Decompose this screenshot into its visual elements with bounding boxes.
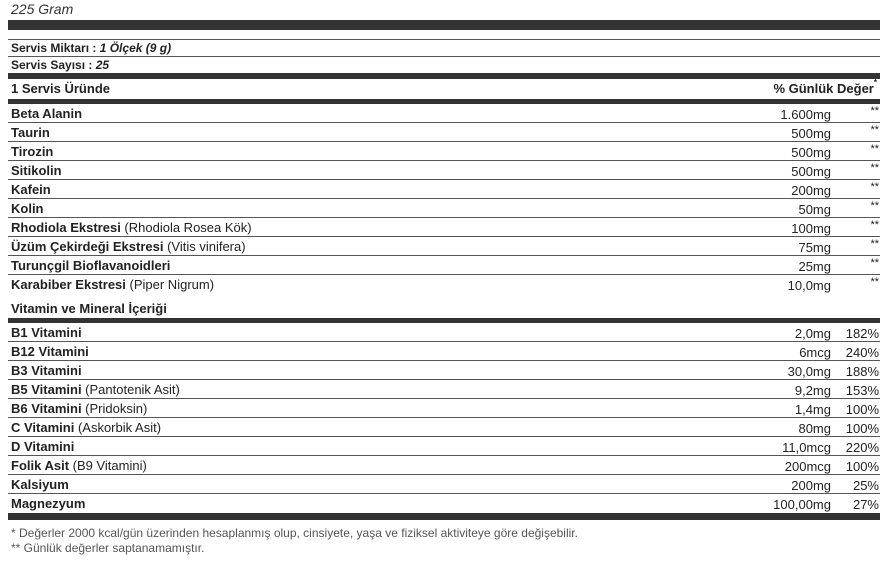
- daily-value: 182%: [845, 326, 879, 341]
- nutrient-label: Kolin: [11, 201, 44, 216]
- table-row: [8, 104, 880, 123]
- nutrient-amount: 6mcg: [799, 345, 831, 360]
- daily-value: 27%: [852, 497, 879, 512]
- nutrient-amount: 1.600mg: [780, 107, 831, 122]
- table2-header: [8, 299, 880, 319]
- table-row: [8, 399, 880, 418]
- nutrient-name: [11, 363, 82, 378]
- nutrient-amount: 30,0mg: [787, 364, 831, 379]
- daily-value-header: [773, 78, 877, 96]
- table-row: [8, 237, 880, 256]
- nutrient-label: Beta Alanin: [11, 106, 83, 121]
- table2-header-left: Vitamin ve Mineral İçeriği: [11, 301, 167, 316]
- table-row: [8, 456, 880, 475]
- nutrient-amount: 200mg: [791, 183, 831, 198]
- table-row: [8, 218, 880, 237]
- nutrient-name: [11, 496, 85, 511]
- table1-header: [8, 79, 880, 99]
- nutrient-detail: (Vitis vinifera): [163, 239, 246, 254]
- daily-value: **: [870, 105, 879, 117]
- nutrient-label: Kalsiyum: [11, 477, 69, 492]
- table-row: [8, 199, 880, 218]
- daily-value: **: [870, 162, 879, 174]
- nutrient-amount: 75mg: [798, 240, 831, 255]
- nutrient-label: C Vitamini: [11, 420, 75, 435]
- nutrient-amount: 100,00mg: [773, 497, 831, 512]
- nutrient-name: [11, 325, 82, 340]
- nutrient-detail: (B9 Vitamini): [69, 458, 147, 473]
- daily-value: **: [870, 124, 879, 136]
- nutrient-amount: 25mg: [798, 259, 831, 274]
- table-row: [8, 494, 880, 513]
- nutrient-label: B6 Vitamini: [11, 401, 82, 416]
- nutrient-amount: 500mg: [791, 145, 831, 160]
- table-row: [8, 142, 880, 161]
- daily-value: **: [870, 181, 879, 193]
- nutrient-name: [11, 401, 147, 416]
- nutrient-label: Tirozin: [11, 144, 54, 159]
- table-row: [8, 161, 880, 180]
- nutrient-name: [11, 220, 252, 235]
- table-row: [8, 275, 880, 294]
- nutrient-detail: (Pridoksin): [81, 401, 148, 416]
- daily-value: 220%: [845, 440, 879, 455]
- nutrient-label: Taurin: [11, 125, 50, 140]
- nutrient-label: B3 Vitamini: [11, 363, 82, 378]
- nutrient-amount: 1,4mg: [794, 402, 831, 417]
- nutrient-amount: 2,0mg: [794, 326, 831, 341]
- table-row: [8, 361, 880, 380]
- rule: [8, 56, 880, 57]
- daily-value: 100%: [845, 402, 879, 417]
- nutrient-name: [11, 477, 69, 492]
- table-row: [8, 123, 880, 142]
- nutrient-amount: 500mg: [791, 126, 831, 141]
- nutrient-name: [11, 458, 147, 473]
- daily-value: **: [870, 200, 879, 212]
- nutrient-name: [11, 439, 74, 454]
- nutrient-label: D Vitamini: [11, 439, 75, 454]
- serving-size-label: Servis Miktarı :: [11, 41, 100, 55]
- nutrient-label: Folik Asit: [11, 458, 70, 473]
- nutrient-detail: (Pantotenik Asit): [81, 382, 180, 397]
- nutrient-name: [11, 144, 53, 159]
- nutrient-amount: 11,0mcg: [782, 440, 831, 455]
- nutrient-amount: 500mg: [791, 164, 831, 179]
- nutrient-label: Kafein: [11, 182, 51, 197]
- daily-value: 153%: [845, 383, 879, 398]
- nutrient-label: B12 Vitamini: [11, 344, 89, 359]
- table-row: [8, 380, 880, 399]
- daily-value: **: [870, 276, 879, 288]
- serving-size-value: 1 Ölçek (9 g): [99, 41, 172, 55]
- nutrient-name: [11, 420, 161, 435]
- table-row: [8, 180, 880, 199]
- serving-count-label: Servis Sayısı :: [11, 58, 96, 72]
- daily-value: 188%: [845, 364, 879, 379]
- rule: [8, 39, 880, 40]
- table-row: [8, 437, 880, 456]
- nutrient-label: B1 Vitamini: [11, 325, 82, 340]
- nutrient-amount: 80mg: [798, 421, 831, 436]
- nutrient-detail: (Piper Nigrum): [125, 277, 215, 292]
- nutrient-detail: (Rhodiola Rosea Kök): [120, 220, 252, 235]
- daily-value: **: [870, 219, 879, 231]
- nutrient-label: Rhodiola Ekstresi: [11, 220, 121, 235]
- nutrient-name: [11, 258, 170, 273]
- nutrient-name: [11, 106, 82, 121]
- daily-value: 100%: [845, 421, 879, 436]
- nutrient-name: [11, 201, 44, 216]
- nutrient-name: [11, 382, 180, 397]
- nutrient-name: [11, 182, 51, 197]
- serving-count: [11, 58, 109, 72]
- footnote-1: * Değerler 2000 kcal/gün üzerinden hesaplanmış olup, cinsiyete, yaşa ve fiziksel aktiviteye göre değişebilir.: [11, 526, 578, 540]
- table-row: [8, 475, 880, 494]
- nutrient-label: B5 Vitamini: [11, 382, 82, 397]
- nutrient-label: Sitikolin: [11, 163, 62, 178]
- daily-value-header-label: % Günlük Değer: [773, 81, 874, 96]
- bottom-thick-rule: [8, 513, 880, 520]
- nutrient-name: [11, 344, 89, 359]
- nutrient-name: [11, 163, 62, 178]
- footnote-2: ** Günlük değerler saptanamamıştır.: [11, 541, 205, 555]
- nutrient-amount: 200mg: [791, 478, 831, 493]
- nutrient-name: [11, 125, 50, 140]
- serving-size: [11, 41, 171, 55]
- nutrient-name: [11, 277, 214, 292]
- serving-count-value: 25: [95, 58, 110, 72]
- table-row: [8, 256, 880, 275]
- nutrient-amount: 100mg: [791, 221, 831, 236]
- nutrient-amount: 50mg: [798, 202, 831, 217]
- daily-value: **: [870, 257, 879, 269]
- product-weight: 225 Gram: [11, 1, 74, 17]
- nutrient-amount: 200mcg: [784, 459, 831, 474]
- nutrient-label: Üzüm Çekirdeği Ekstresi: [11, 239, 164, 254]
- daily-value: 100%: [845, 459, 879, 474]
- daily-value: **: [870, 238, 879, 250]
- nutrient-name: [11, 239, 246, 254]
- daily-value: **: [870, 143, 879, 155]
- table-row: [8, 323, 880, 342]
- table1-header-left: 1 Servis Üründe: [11, 81, 110, 96]
- nutrient-amount: 10,0mg: [787, 278, 831, 293]
- nutrient-detail: (Askorbik Asit): [74, 420, 162, 435]
- daily-value-header-sup: *: [873, 78, 877, 87]
- nutrient-label: Turunçgil Bioflavanoidleri: [11, 258, 171, 273]
- table-row: [8, 418, 880, 437]
- table-row: [8, 342, 880, 361]
- nutrient-label: Karabiber Ekstresi: [11, 277, 126, 292]
- top-thick-rule: [8, 20, 880, 30]
- nutrient-amount: 9,2mg: [794, 383, 831, 398]
- nutrient-label: Magnezyum: [11, 496, 86, 511]
- daily-value: 240%: [845, 345, 879, 360]
- daily-value: 25%: [852, 478, 879, 493]
